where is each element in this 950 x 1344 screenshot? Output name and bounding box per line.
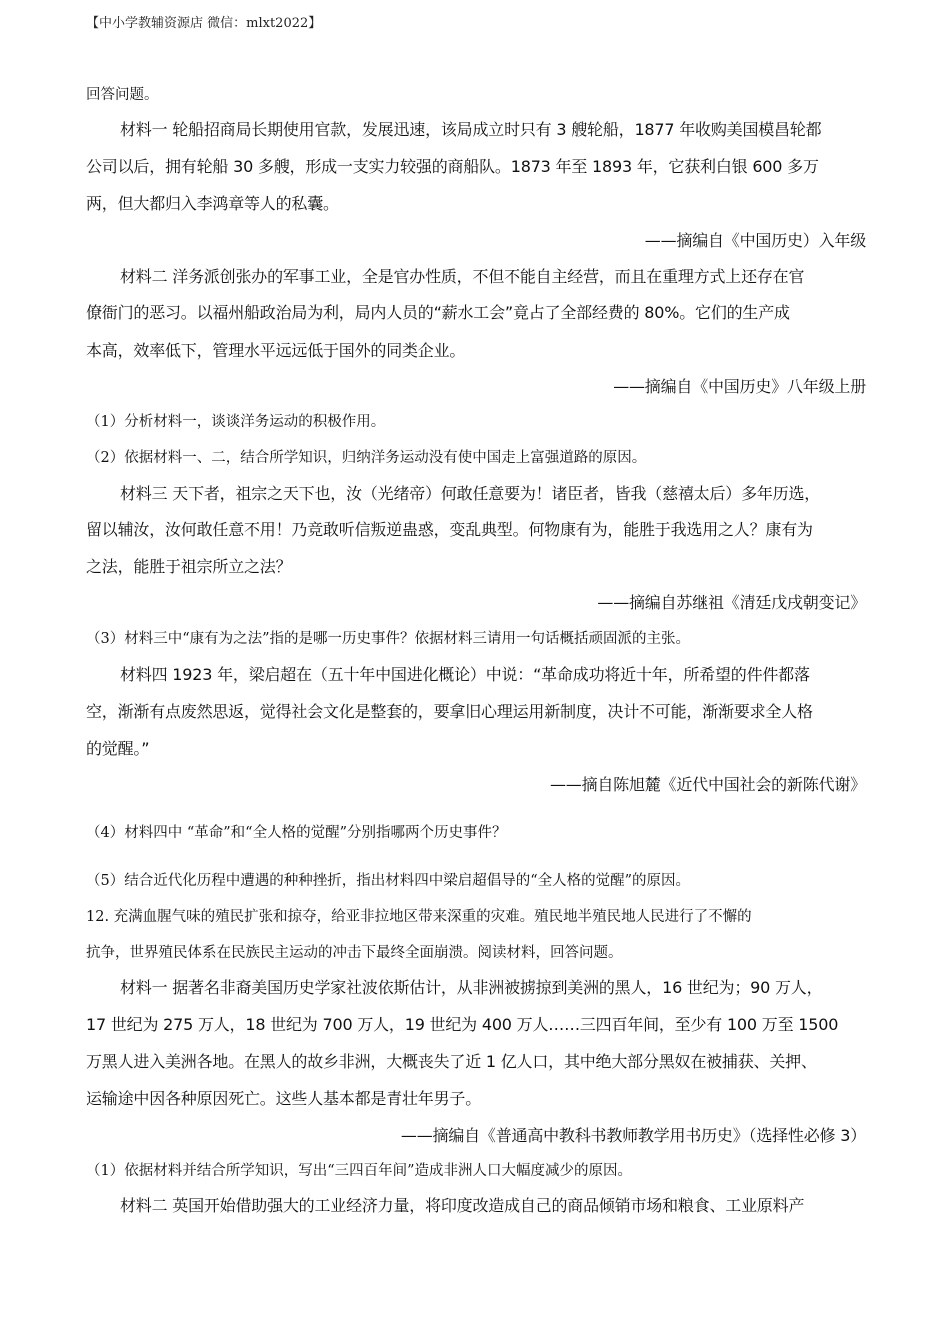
material-1b-line: 17 世纪为 275 万人，18 世纪为 700 万人，19 世纪为 400 万人……三四百年间，至少有 100 万至 1500 xyxy=(86,1015,839,1034)
material-2b-line: 材料二 英国开始借助强大的工业经济力量，将印度改造成自己的商品倾销市场和粮食、工业原料产 xyxy=(120,1196,805,1215)
source-citation: ——摘编自《中国历史）入年级 xyxy=(644,231,866,250)
material-1b-line: 材料一 据著名非裔美国历史学家社波依斯估计，从非洲被掳掠到美洲的黑人，16 世纪为；90 万人， xyxy=(120,978,823,997)
material-2-line: 本高，效率低下，管理水平远远低于国外的同类企业。 xyxy=(86,341,466,360)
material-1b-line: 万黑人进入美洲各地。在黑人的故乡非洲，大概丧失了近 1 亿人口，其中绝大部分黑奴在被捕获、关押、 xyxy=(86,1052,817,1071)
source-citation: ——摘编自苏继祖《清廷戊戌朝变记》 xyxy=(597,593,866,612)
question-1: （1）分析材料一，谈谈洋务运动的积极作用。 xyxy=(86,414,386,430)
material-1-line: 材料一 轮船招商局长期使用官款，发展迅速，该局成立时只有 3 艘轮船，1877 年收购美国模昌轮都 xyxy=(120,120,822,139)
question-5: （5）结合近代化历程中遭遇的种种挫折，指出材料四中梁启超倡导的“全人格的觉醒”的原因。 xyxy=(86,873,691,889)
material-4-line: 的觉醒。” xyxy=(86,739,150,758)
material-1-line: 公司以后，拥有轮船 30 多艘，形成一支实力较强的商船队。1873 年至 1893 年，它获利白银 600 多万 xyxy=(86,157,819,176)
text-line: 回答问题。 xyxy=(86,87,159,103)
material-3-line: 留以辅汝，汝何敢任意不用！乃竞敢听信叛逆蛊惑，变乱典型。何物康有为，能胜于我选用之人？康有为 xyxy=(86,520,813,539)
material-4-line: 空，渐渐有点废然思返，觉得社会文化是整套的，要拿旧心理运用新制度，决计不可能，渐渐要求全人格 xyxy=(86,702,813,721)
source-citation: ——摘编自《普通高中教科书教师教学用书历史》（选择性必修 3） xyxy=(400,1126,866,1145)
material-2-line: 僚衙门的恶习。以福州船政治局为利，局内人员的“薪水工会”竟占了全部经费的 80%。它们的生产成 xyxy=(86,303,790,322)
material-2-line: 材料二 洋务派创张办的军事工业，全是官办性质，不但不能自主经营，而且在重理方式上还存在官 xyxy=(120,267,805,286)
question-4: （4）材料四中 “革命”和“全人格的觉醒”分别指哪两个历史事件？ xyxy=(86,825,507,841)
question-3: （3）材料三中“康有为之法”指的是哪一历史事件？依据材料三请用一句话概括顽固派的主张。 xyxy=(86,631,691,647)
question-12-1: （1）依据材料并结合所学知识，写出“三四百年间”造成非洲人口大幅度减少的原因。 xyxy=(86,1163,633,1179)
material-3-line: 材料三 天下者，祖宗之天下也，汝（光绪帝）何敢任意要为！诸臣者，皆我（慈禧太后）多年历选， xyxy=(120,484,821,503)
page-header: 【中小学教辅资源店 微信：mlxt2022】 xyxy=(86,16,322,31)
material-3-line: 之法，能胜于祖宗所立之法？ xyxy=(86,557,292,576)
question-12-stem: 抗争，世界殖民体系在民族民主运动的冲击下最终全面崩溃。阅读材料，回答问题。 xyxy=(86,945,623,961)
source-citation: ——摘编自《中国历史》八年级上册 xyxy=(613,377,866,396)
material-1b-line: 运输途中因各种原因死亡。这些人基本都是青壮年男子。 xyxy=(86,1089,482,1108)
question-2: （2）依据材料一、二，结合所学知识，归纳洋务运动没有使中国走上富强道路的原因。 xyxy=(86,450,647,466)
material-1-line: 两，但大都归入李鸿章等人的私囊。 xyxy=(86,194,339,213)
material-4-line: 材料四 1923 年，梁启超在（五十年中国进化概论）中说：“革命成功将近十年，所希望的件件都落 xyxy=(120,665,810,684)
source-citation: ——摘自陈旭麓《近代中国社会的新陈代谢》 xyxy=(549,775,866,794)
question-12-stem: 12. 充满血腥气味的殖民扩张和掠夺，给亚非拉地区带来深重的灾难。殖民地半殖民地人民进行了不懈的 xyxy=(86,909,752,925)
